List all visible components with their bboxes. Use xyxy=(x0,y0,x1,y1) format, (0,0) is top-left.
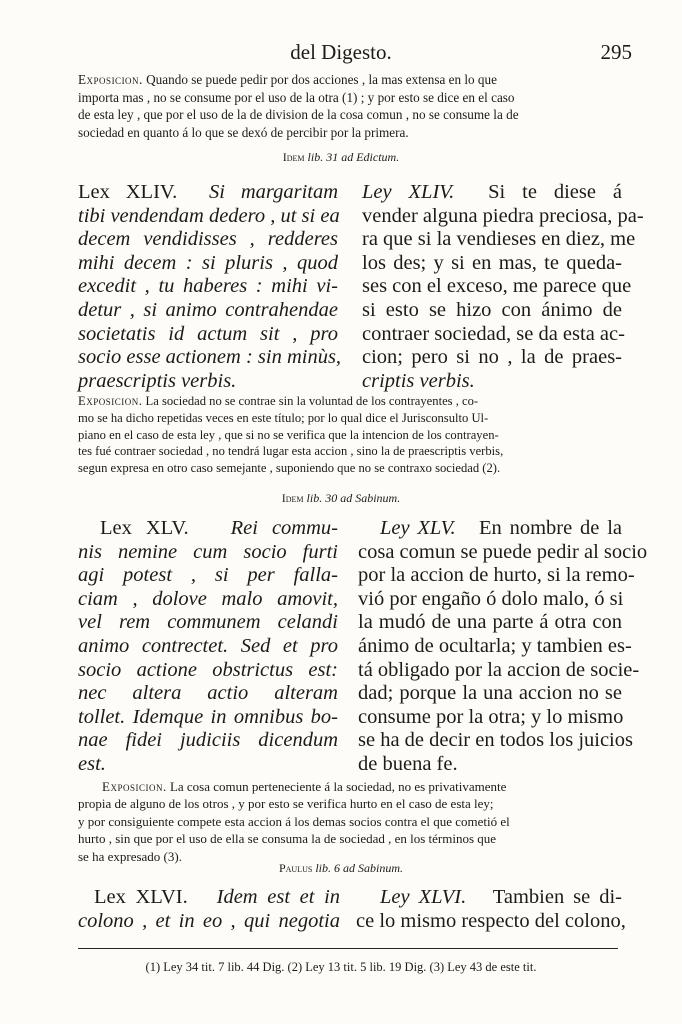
spanish-line: se ha de decir en todos los juicios xyxy=(358,729,633,752)
spanish-line: de buena fe. xyxy=(358,752,458,775)
exposition-label: Exposicion. xyxy=(78,394,143,408)
exposition-line: La sociedad no se contrae sin la voluntad de los contrayentes , co- xyxy=(145,394,479,408)
exposition-block-3 xyxy=(78,778,624,865)
lex-heading: Lex XLIV. xyxy=(78,181,178,203)
latin-line: ciam , dolove malo amovit, xyxy=(78,587,338,610)
spanish-line: ra que si la vendieses en diez, me xyxy=(362,228,636,251)
spanish-line: tá obligado por la accion de socie- xyxy=(358,658,640,681)
citation-source: lib. 6 ad Sabinum. xyxy=(315,861,403,875)
citation-2 xyxy=(0,491,682,506)
spanish-line: En nombre de la xyxy=(479,517,622,539)
latin-line: socio actione obstrictus est: xyxy=(78,658,338,681)
latin-line: Rei commu- xyxy=(230,517,338,539)
latin-line: nis nemine cum socio furti xyxy=(78,540,338,563)
latin-line: vel rem communem celandi xyxy=(78,611,338,634)
exposition-line: segun expresa en otro caso semejante , suponiendo que no se contraxo sociedad (2). xyxy=(78,461,501,476)
spanish-line: vender alguna piedra preciosa, pa- xyxy=(362,204,644,227)
citation-source: lib. 31 ad Edictum. xyxy=(307,150,400,164)
lex-heading: Lex XLVI. xyxy=(94,886,188,908)
latin-line: nec altera actio alteram xyxy=(78,682,338,705)
latin-line: animo contrectet. Sed et pro xyxy=(78,634,338,657)
spanish-line: Si te diese á xyxy=(488,181,622,203)
latin-line: mihi decem : si pluris , quod xyxy=(78,251,338,274)
spanish-line: ses con el exceso, me parece que xyxy=(362,275,632,298)
latin-line: tibi vendendam dedero , ut si ea xyxy=(78,204,340,227)
latin-line: Si margaritam xyxy=(208,181,339,203)
running-head: del Digesto. xyxy=(290,40,392,64)
spanish-column-ley-46 xyxy=(356,886,626,933)
spanish-line: ánimo de ocultarla; y tambien es- xyxy=(358,634,632,657)
footnote-rule xyxy=(78,948,618,949)
latin-line: agi potest , si per falla- xyxy=(78,564,338,587)
exposition-line: sociedad en quanto á lo que se dexó de percibir por la primera. xyxy=(78,124,409,140)
spanish-line: criptis verbis. xyxy=(362,369,475,392)
citation-1 xyxy=(0,150,682,165)
exposition-block-2 xyxy=(78,393,624,477)
exposition-line: y por consiguiente compete esta accion á los demas socios contra el que cometió el xyxy=(78,813,510,829)
latin-line: socio esse actionem : sin minùs, xyxy=(78,346,342,369)
exposition-line: importa mas , no se consume por el uso de la otra (1) ; y por esto se dice en el caso xyxy=(78,89,515,105)
latin-line: Idem est et in xyxy=(216,886,341,908)
ley-heading: Ley XLVI. xyxy=(380,886,467,908)
spanish-column-ley-45 xyxy=(358,517,648,777)
exposition-line: mo se ha dicho repetidas veces en este título; por lo qual dice el Jurisconsulto Ul- xyxy=(78,410,489,425)
footnote: (1) Ley 34 tit. 7 lib. 44 Dig. (2) Ley 13 tit. 5 lib. 19 Dig. (3) Ley 43 de este tit. xyxy=(145,960,537,974)
ley-heading: Ley XLV. xyxy=(380,517,456,539)
lex-heading: Lex XLV. xyxy=(100,517,189,539)
exposition-line: hurto , sin que por el uso de ella se consuma la de sociedad , en los términos que xyxy=(78,831,497,847)
ley-heading: Ley XLIV. xyxy=(362,181,455,203)
latin-line: societatis id actum sit , pro xyxy=(78,322,338,345)
citation-author: Paulus xyxy=(278,861,313,875)
citation-author: Idem xyxy=(282,150,305,164)
exposition-block-1 xyxy=(78,71,624,141)
exposition-line: se ha expresado (3). xyxy=(78,848,182,864)
page-number: 295 xyxy=(600,40,632,64)
latin-line: excedit , tu haberes : mihi vi- xyxy=(78,275,338,298)
exposition-line: Quando se puede pedir por dos acciones , la mas extensa en lo que xyxy=(146,72,497,87)
latin-line: detur , si animo contrahendae xyxy=(78,298,338,321)
citation-author: Idem xyxy=(281,491,304,505)
exposition-line: piano en el caso de esta ley , que si no se verifica que la intencion de los contrayen- xyxy=(78,427,499,442)
spanish-line: si esto se hizo con ánimo de xyxy=(362,298,622,321)
spanish-line: consume por la otra; y lo mismo xyxy=(358,705,624,728)
spanish-line: cosa comun se puede pedir al socio xyxy=(358,540,648,563)
latin-column-lex-45 xyxy=(78,517,338,777)
spanish-line: por la accion de hurto, si la remo- xyxy=(358,564,635,587)
spanish-line: la mudó de una parte á otra con xyxy=(358,611,622,634)
citation-source: lib. 30 ad Sabinum. xyxy=(306,491,401,505)
exposition-label: Exposicion. xyxy=(78,72,143,87)
latin-line: decem vendidisses , redderes xyxy=(78,228,338,251)
latin-line: colono , et in eo , qui negotia xyxy=(78,909,340,932)
exposition-line: propia de alguno de los otros , y por esto se verifica hurto en el caso de esta ley; xyxy=(78,796,494,812)
spanish-line: los des; y si en mas, te queda- xyxy=(362,251,622,274)
spanish-line: ce lo mismo respecto del colono, xyxy=(356,909,626,932)
citation-3 xyxy=(0,861,682,876)
latin-line: tollet. Idemque in omnibus bo- xyxy=(78,705,338,728)
latin-column-lex-46 xyxy=(78,886,340,933)
spanish-line: vió por engaño ó dolo malo, ó si xyxy=(358,587,624,610)
latin-column-lex-44 xyxy=(78,181,342,393)
latin-line: est. xyxy=(78,752,106,775)
exposition-line: tes fué contraer sociedad , no tendrá lugar esta accion , sino la de praescriptis verbis, xyxy=(78,444,504,459)
latin-line: nae fidei judiciis dicendum xyxy=(78,729,338,752)
exposition-label: Exposicion. xyxy=(102,779,167,794)
spanish-line: Tambien se di- xyxy=(492,886,622,908)
exposition-line: La cosa comun perteneciente á la sociedad, no es privativamente xyxy=(169,779,507,794)
spanish-line: contraer sociedad, se da esta ac- xyxy=(362,322,625,345)
spanish-line: dad; porque la una accion no se xyxy=(358,682,622,705)
exposition-line: de esta ley , que por el uso de la de division de la cosa comun , no se consume la de xyxy=(78,107,519,123)
spanish-line: cion; pero si no , la de praes- xyxy=(362,346,622,369)
spanish-column-ley-44 xyxy=(362,181,644,393)
latin-line: praescriptis verbis. xyxy=(78,369,237,392)
